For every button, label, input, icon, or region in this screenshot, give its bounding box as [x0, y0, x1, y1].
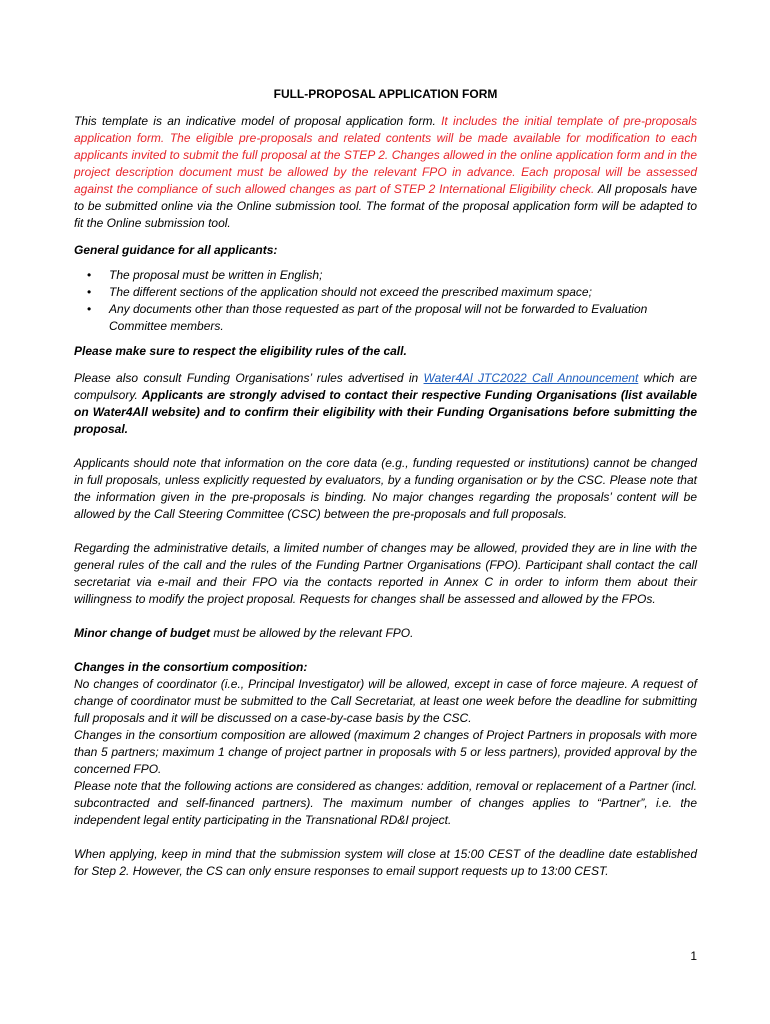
intro-red-text: It includes the initial template of pre-proposals application form. The eligible pre-proposals and related contents will be made available for modification to each applicants invited to submit the full proposal at the STEP 2. Changes allowed in the online application form and in the project description document must be allowed by the relevant FPO in advance. Each proposal will be assessed against the compliance of such allowed changes as part of STEP 2 International Eligibility check. [74, 114, 697, 196]
core-data-paragraph: Applicants should note that information on the core data (e.g., funding requested or institutions) cannot be changed in full proposals, unless explicitly requested by evaluators, by a funding organisation or by the CSC. Please note that the information given in the pre-proposals is binding. No major changes regarding the proposals’ content will be allowed by the Call Steering Committee (CSC) between the pre-proposals and full proposals. [74, 456, 697, 521]
intro-paragraph [74, 113, 697, 232]
contact-advice: Applicants are strongly advised to contact their respective Funding Organisations (list available on Water4All website) and to confirm their eligibility with their Funding Organisations before submitting the proposal. [74, 388, 697, 436]
consortium-changes-paragraph: Changes in the consortium composition are allowed (maximum 2 changes of Project Partners in proposals with more than 5 partners; maximum 1 change of project partner in proposals with 5 or less partners), provided approval by the concerned FPO. [74, 728, 697, 776]
eligibility-note: Please make sure to respect the eligibility rules of the call. [74, 344, 407, 358]
guidance-list [74, 267, 697, 335]
consortium-coordinator-paragraph: No changes of coordinator (i.e., Principal Investigator) will be allowed, except in case of force majeure. A request of change of coordinator must be submitted to the Call Secretariat, at least one week before the deadline for submitting full proposals and it will be discussed on a case-by-case basis by the CSC. [74, 677, 697, 725]
list-item: • Any documents other than those requested as part of the proposal will not be forwarded to Evaluation Committee members. [87, 302, 648, 333]
bullet-icon: • [87, 302, 92, 316]
budget-paragraph: Minor change of budget must be allowed by the relevant FPO. [74, 626, 414, 640]
call-announcement-link[interactable]: Water4Al JTC2022 Call Announcement [423, 371, 639, 385]
consult-paragraph: Please also consult Funding Organisations’ rules advertised in Water4Al JTC2022 Call Announcement which are compulsory. Applicants are strongly advised to contact their respective Funding Organisations (list available on Water4All website) and to confirm their eligibility with their Funding Organisations before submitting the proposal. [74, 371, 698, 436]
budget-label: Minor change of budget [74, 626, 210, 640]
bullet-icon: • [87, 268, 92, 282]
list-item: • The proposal must be written in English; [87, 268, 323, 282]
deadline-paragraph: When applying, keep in mind that the submission system will close at 15:00 CEST of the deadline date established for Step 2. However, the CS can only ensure responses to email support requests up to 13:00 CEST. [74, 847, 697, 878]
list-item: • The different sections of the application should not exceed the prescribed maximum space; [87, 285, 592, 299]
intro-submission-text: All proposals have to be submitted online via the Online submission tool. The format of the proposal application form will be adapted to fit the Online submission tool. [74, 182, 697, 230]
consortium-heading: Changes in the consortium composition: [74, 660, 308, 674]
bullet-icon: • [87, 285, 92, 299]
intro-text: This template is an indicative model of proposal application form. [74, 114, 436, 128]
page-title: FULL-PROPOSAL APPLICATION FORM [273, 87, 498, 101]
consortium-actions-paragraph: Please note that the following actions are considered as changes: addition, removal or replacement of a Partner (incl. subcontracted and self-financed partners). The maximum number of changes applies to “Partner”, i.e. the independent legal entity participating in the Transnational RD&I project. [74, 779, 697, 827]
administrative-paragraph: Regarding the administrative details, a limited number of changes may be allowed, provided they are in line with the general rules of the call and the rules of the Funding Partner Organisations (FPO). Participant shall contact the call secretariat via e-mail and their FPO via the contacts reported in Annex C in order to inform them about their willingness to modify the project proposal. Requests for changes shall be assessed and allowed by the FPOs. [74, 541, 697, 606]
page-number: 1 [690, 949, 697, 963]
guidance-heading: General guidance for all applicants: [74, 243, 278, 257]
